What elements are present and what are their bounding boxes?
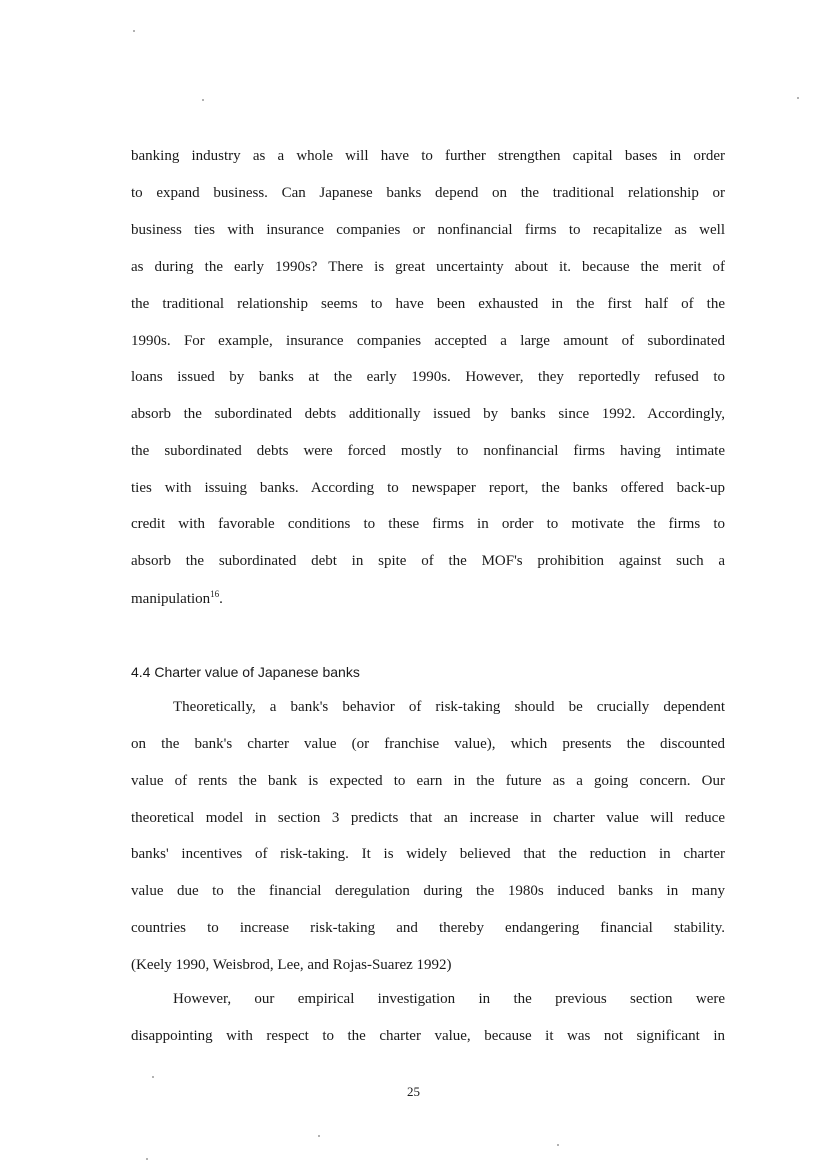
- text-line: on the bank's charter value (or franchise value), which presents the discounted: [131, 736, 725, 752]
- text-line: value of rents the bank is expected to earn in the future as a going concern. Our: [131, 773, 725, 789]
- text-line: value due to the financial deregulation during the 1980s induced banks in many: [131, 883, 725, 899]
- text-line: business ties with insurance companies or nonfinancial firms to recapitalize as well: [131, 222, 725, 238]
- text-line: as during the early 1990s? There is great uncertainty about it. because the merit of: [131, 259, 725, 275]
- scan-speck: [133, 30, 135, 32]
- text-line-last: [131, 589, 725, 609]
- scan-speck: [318, 1135, 320, 1137]
- scan-speck: [797, 97, 799, 99]
- footnote-reference[interactable]: 16: [210, 589, 220, 599]
- text-line: (Keely 1990, Weisbrod, Lee, and Rojas-Suarez 1992): [131, 957, 452, 973]
- text-line: countries to increase risk-taking and thereby endangering financial stability.: [131, 920, 725, 936]
- text-line: the subordinated debts were forced mostly to nonfinancial firms having intimate: [131, 443, 725, 459]
- text-line: However, our empirical investigation in the previous section were: [173, 991, 725, 1007]
- scan-speck: [557, 1144, 559, 1146]
- text-line: 1990s. For example, insurance companies accepted a large amount of subordinated: [131, 333, 725, 349]
- text-line: Theoretically, a bank's behavior of risk-taking should be crucially dependent: [173, 699, 725, 715]
- page-number: 25: [407, 1084, 420, 1099]
- text-line: banking industry as a whole will have to further strengthen capital bases in order: [131, 148, 725, 164]
- scan-speck: [202, 99, 204, 101]
- paragraph-end-text: manipulation: [131, 591, 211, 607]
- text-line: banks' incentives of risk-taking. It is widely believed that the reduction in charter: [131, 846, 725, 862]
- paragraph-end-punct: .: [219, 591, 223, 607]
- section-heading: 4.4 Charter value of Japanese banks: [131, 664, 360, 680]
- text-line: to expand business. Can Japanese banks depend on the traditional relationship or: [131, 185, 725, 201]
- text-line: theoretical model in section 3 predicts that an increase in charter value will reduce: [131, 810, 725, 826]
- text-line: ties with issuing banks. According to newspaper report, the banks offered back-up: [131, 480, 725, 496]
- scan-speck: [146, 1158, 148, 1160]
- text-line: disappointing with respect to the charter value, because it was not significant in: [131, 1028, 725, 1044]
- text-line: credit with favorable conditions to these firms in order to motivate the firms to: [131, 516, 725, 532]
- text-line: loans issued by banks at the early 1990s. However, they reportedly refused to: [131, 369, 725, 385]
- text-line: absorb the subordinated debt in spite of the MOF's prohibition against such a: [131, 553, 725, 569]
- text-line: the traditional relationship seems to have been exhausted in the first half of the: [131, 296, 725, 312]
- text-line: absorb the subordinated debts additionally issued by banks since 1992. Accordingly,: [131, 406, 725, 422]
- scan-speck: [152, 1076, 154, 1078]
